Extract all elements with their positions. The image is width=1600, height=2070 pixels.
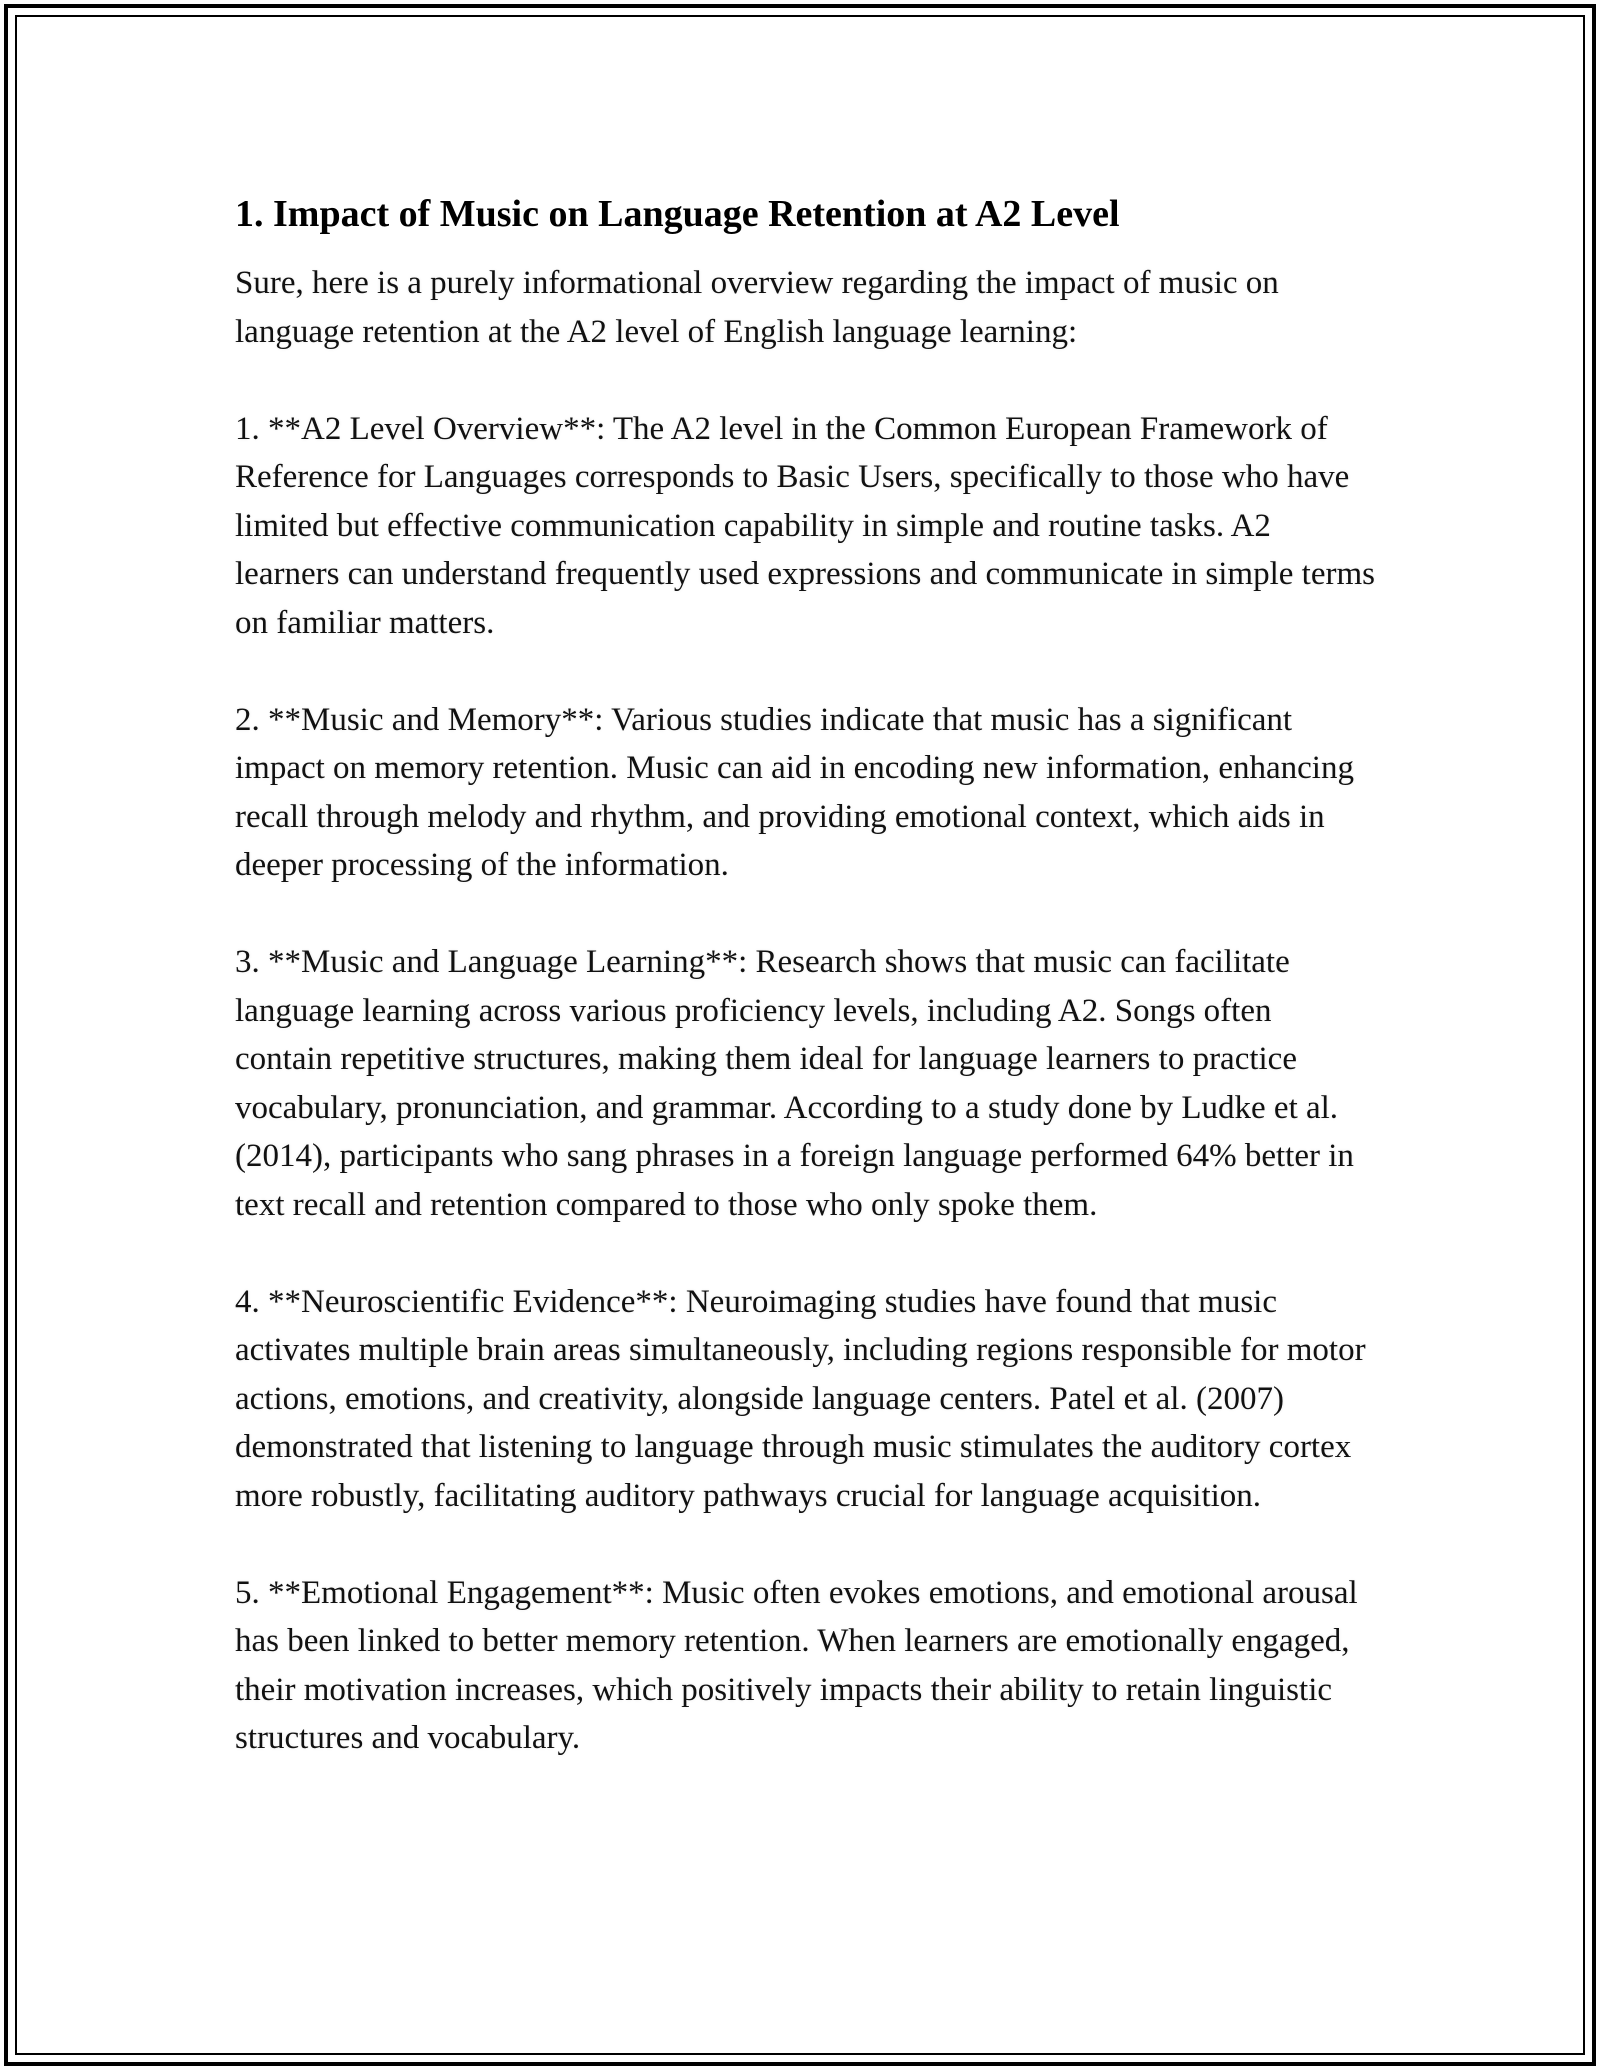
section-a2-level-overview: 1. **A2 Level Overview**: The A2 level in the Common European Framework of Reference for Languages corresponds to Basic Users, specifically to those who have limited but effective communication capability in simple and routine tasks. A2 learners can understand frequently used expressions and communicate in simple terms on familiar matters. bbox=[235, 410, 1375, 641]
section-neuroscientific-evidence: 4. **Neuroscientific Evidence**: Neuroimaging studies have found that music activates multiple brain areas simultaneously, including regions responsible for motor actions, emotions, and creativity, alongside language centers. Patel et al. (2007) demonstrated that listening to language through music stimulates the auditory cortex more robustly, facilitating auditory pathways crucial for language acquisition. bbox=[235, 1283, 1366, 1514]
document-title: 1. Impact of Music on Language Retention at A2 Level bbox=[235, 193, 1120, 235]
document-body bbox=[235, 186, 1375, 1811]
section-music-and-memory: 2. **Music and Memory**: Various studies indicate that music has a significant impact on memory retention. Music can aid in encoding new information, enhancing recall through melody and rhythm, and providing emotional context, which aids in deeper processing of the information. bbox=[235, 701, 1354, 883]
section-emotional-engagement: 5. **Emotional Engagement**: Music often evokes emotions, and emotional arousal has been linked to better memory retention. When learners are emotionally engaged, their motivation increases, which positively impacts their ability to retain linguistic structures and vocabulary. bbox=[235, 1574, 1358, 1756]
section-music-and-language-learning: 3. **Music and Language Learning**: Research shows that music can facilitate language learning across various proficiency levels, including A2. Songs often contain repetitive structures, making them ideal for language learners to practice vocabulary, pronunciation, and grammar. According to a study done by Ludke et al. (2014), participants who sang phrases in a foreign language performed 64% better in text recall and retention compared to those who only spoke them. bbox=[235, 944, 1354, 1223]
intro-paragraph: Sure, here is a purely informational overview regarding the impact of music on language retention at the A2 level of English language learning: bbox=[235, 265, 1279, 350]
